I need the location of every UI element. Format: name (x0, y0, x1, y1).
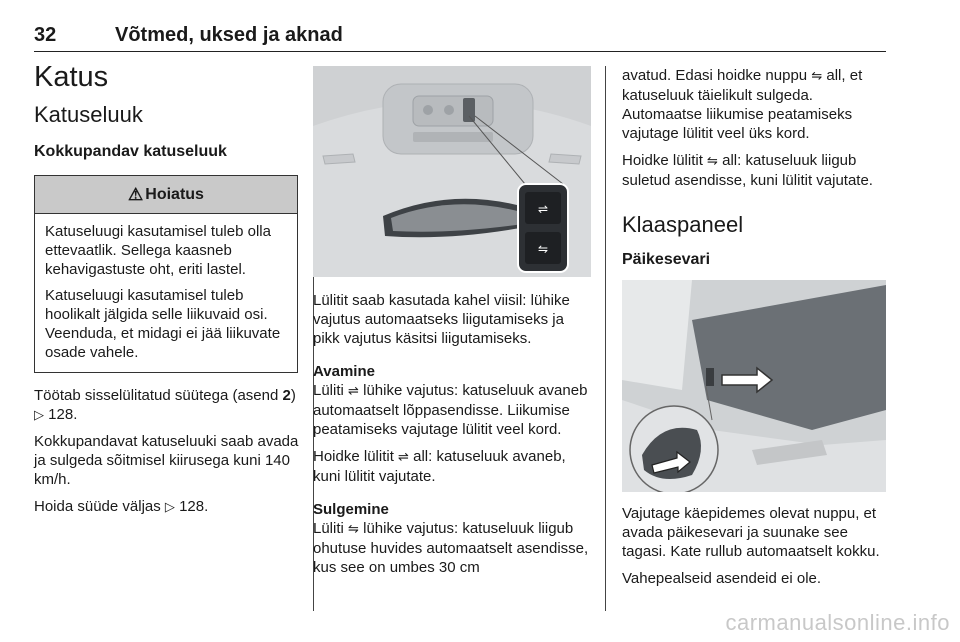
warning-label: Hoiatus (145, 186, 204, 203)
paragraph: Hoidke lülitit ⇋ all: katuseluuk liigub suletud asendisse, kuni lülitit vajutate. (622, 152, 873, 189)
page-ref[interactable]: 128 (48, 406, 74, 423)
watermark: carmanualsonline.info (725, 610, 950, 635)
roof-close-switch-icon: ⇋ (811, 69, 823, 84)
paragraph: Lüliti ⇌ lühike vajutus: katuseluuk avaneb automaatselt lõppasendisse. Liikumise peatamiseks vajutage lülitit veel kord. (313, 382, 588, 438)
warning-box (34, 175, 298, 373)
paragraph: Hoidke lülitit ⇌ all: katuseluuk avaneb, kuni lülitit vajutate. (313, 448, 566, 485)
roof-open-switch-icon: ⇌ (398, 450, 409, 465)
subsection-title: Katuseluuk (34, 102, 143, 127)
column-2 (313, 60, 591, 577)
warning-header (35, 176, 297, 214)
overhead-console-illustration (313, 66, 591, 277)
page-number: 32 (34, 24, 57, 46)
roof-open-switch-icon: ⇌ (348, 384, 359, 399)
paragraph: Lüliti ⇋ lühike vajutus: katuseluuk liigub ohutuse huvides automaatselt asendisse, kus see on umbes 30 cm (313, 520, 589, 576)
paragraph: Lülitit saab kasutada kahel viisil: lühike vajutus automaatseks liigutamiseks ja pikk vajutus käsitsi liigutamiseks. (313, 292, 570, 347)
topic-title: Kokkupandav katuseluuk (34, 143, 227, 160)
svg-text:⇋: ⇋ (537, 242, 549, 256)
svg-text:⇌: ⇌ (537, 202, 549, 216)
chapter-title: Võtmed, uksed ja aknad (115, 24, 343, 46)
heading-close: Sulgemine (313, 501, 389, 518)
column-3 (622, 60, 888, 588)
section-title: Klaaspaneel (622, 212, 744, 237)
paragraph: Hoida süüde väljas ▷ 128. (34, 498, 209, 515)
heading-open: Avamine (313, 363, 375, 380)
column-divider (605, 66, 606, 611)
page-header (34, 14, 886, 52)
page-ref-icon: ▷ (164, 499, 175, 514)
paragraph: Vajutage käepidemes olevat nuppu, et avada päikesevari ja suunake see tagasi. Kate rullub automaatselt kokku. (622, 505, 880, 560)
column-1 (34, 60, 300, 516)
section-title: Katus (34, 61, 109, 93)
warning-body (35, 214, 297, 372)
page-ref-icon: ▷ (34, 407, 44, 422)
paragraph: Vahepealseid asendeid ei ole. (622, 570, 822, 587)
sunshade-illustration (622, 280, 886, 492)
warning-text: Katuseluugi kasutamisel tuleb olla ettevaatlik. Sellega kaasneb kehavigastuste oht, eriti lastel. (45, 223, 271, 278)
paragraph: avatud. Edasi hoidke nuppu ⇋ all, et katuseluuk täielikult sulgeda. Automaatse liikumise peatamiseks vajutage lülitit veel üks kord. (622, 67, 863, 142)
roof-close-switch-icon: ⇋ (707, 154, 718, 169)
subsection-title: Päikesevari (622, 251, 711, 268)
paragraph: Töötab sisselülitatud süütega (asend 2) ▷ 128. (34, 387, 296, 423)
paragraph: Kokkupandavat katuseluuki saab avada ja sulgeda sõitmisel kiirusega kuni 140 km/h. (34, 433, 299, 488)
warning-triangle-icon: ⚠ (128, 185, 144, 204)
page-ref[interactable]: 128 (179, 498, 205, 515)
warning-text: Katuseluugi kasutamisel tuleb hoolikalt jälgida selle liikuvaid osi. Veenduda, et midagi ei jää liikuvate osade vahele. (45, 287, 281, 361)
roof-close-switch-icon: ⇋ (348, 522, 359, 537)
